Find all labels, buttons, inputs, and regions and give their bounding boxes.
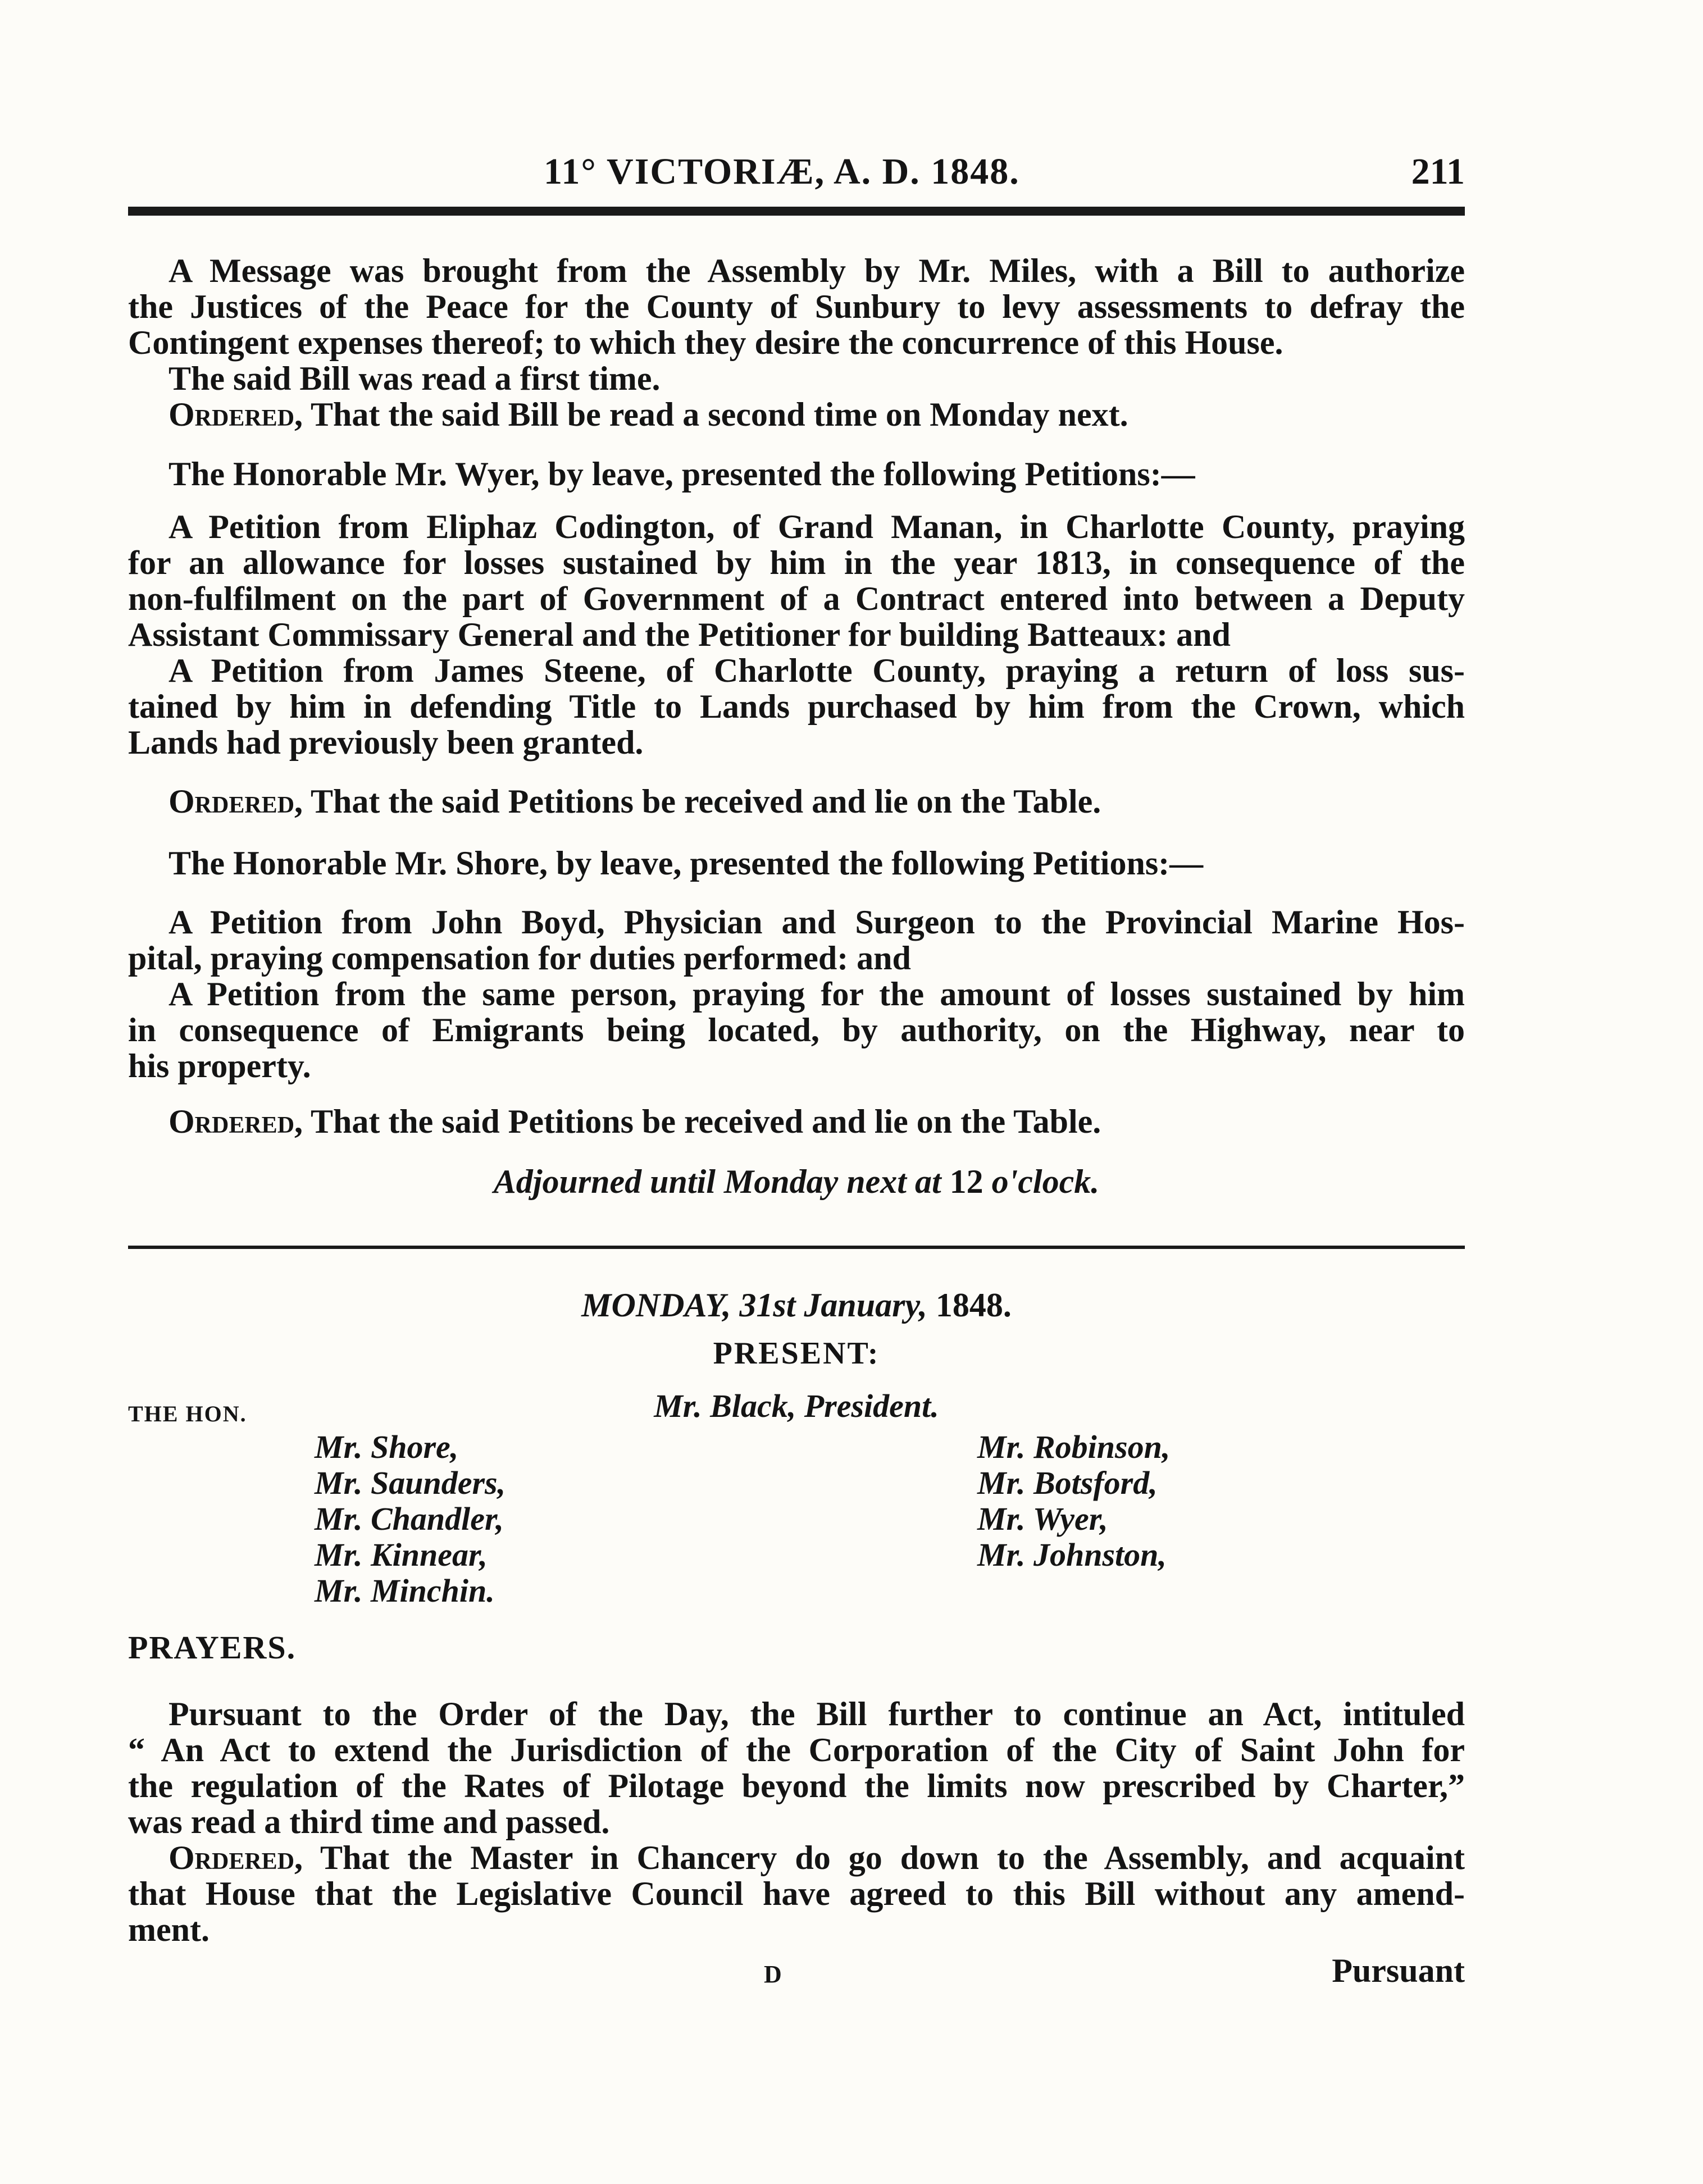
text-line: pital, praying compensation for duties performed: and: [128, 940, 911, 977]
member-name: Mr. Kinnear,: [315, 1536, 488, 1573]
text-line: non-fulfilment on the part of Government of a Contract entered into between a Deputy: [128, 580, 1465, 617]
date-day: MONDAY,: [581, 1287, 731, 1324]
member-name: Mr. Chandler,: [315, 1501, 504, 1537]
text-line: in consequence of Emigrants being located, by authority, on the Highway, near to: [128, 1011, 1465, 1048]
text-line: The Honorable Mr. Shore, by leave, presented the following Petitions:—: [169, 845, 1204, 882]
text-line: the regulation of the Rates of Pilotage beyond the limits now prescribed by Charter,”: [128, 1767, 1465, 1804]
ordered-text: That the said Petitions be received and lie on the Table.: [303, 783, 1101, 820]
members-left-column: [315, 1429, 506, 1609]
adjournment-line: [128, 1162, 1465, 1201]
the-hon-label: THE HON.: [128, 1401, 247, 1426]
member-name: Mr. Johnston,: [977, 1536, 1167, 1573]
member-name: Mr. Botsford,: [977, 1465, 1158, 1501]
member-name: Mr. Wyer,: [977, 1501, 1108, 1537]
ordered-petitions-2: [169, 1104, 1460, 1139]
text-line: was read a third time and passed.: [128, 1803, 610, 1840]
text-line: Contingent expenses thereof; to which they desire the concurrence of this House.: [128, 324, 1283, 361]
adjourned-clock: o'clock.: [991, 1163, 1100, 1200]
section-divider: [128, 1246, 1465, 1249]
first-reading-line: [169, 361, 1460, 396]
text-line: “ An Act to extend the Jurisdiction of the Corporation of the City of Saint John for: [128, 1731, 1465, 1768]
text-line: A Petition from Eliphaz Codington, of Grand Manan, in Charlotte County, praying: [169, 508, 1465, 545]
adjourned-text: Adjourned until Monday next at: [493, 1163, 941, 1200]
text-line: tained by him in defending Title to Lands purchased by him from the Crown, which: [128, 688, 1465, 725]
text-line: A Petition from John Boyd, Physician and Surgeon to the Provincial Marine Hos-: [169, 904, 1465, 941]
catchword: Pursuant: [1332, 1952, 1465, 1989]
ordered-label: Ordered,: [169, 396, 303, 433]
text-line: The Honorable Mr. Wyer, by leave, presented the following Petitions:—: [169, 455, 1195, 493]
pursuant-paragraph: [128, 1696, 1465, 1840]
adjourned-time: 12: [941, 1163, 992, 1200]
petition-boyd-2: [128, 976, 1465, 1084]
date-month: 31st January,: [731, 1287, 927, 1324]
members-right-column: [977, 1429, 1170, 1573]
text-line: Pursuant to the Order of the Day, the Bill further to continue an Act, intituled: [169, 1695, 1465, 1732]
member-name: Mr. Minchin.: [315, 1572, 495, 1609]
page-number: 211: [1411, 151, 1465, 192]
ordered-text: That the said Bill be read a second time on Monday next.: [303, 396, 1128, 433]
petition-steene: [128, 653, 1465, 760]
text-line: Lands had previously been granted.: [128, 724, 644, 761]
ordered-label: Ordered,: [169, 783, 303, 820]
header-rule: [128, 207, 1465, 216]
president-line: Mr. Black, President.: [654, 1388, 939, 1424]
text-line: that House that the Legislative Council have agreed to this Bill without any amend-: [128, 1875, 1465, 1912]
member-name: Mr. Saunders,: [315, 1465, 506, 1501]
text-line: Assistant Commissary General and the Petitioner for building Batteaux: and: [128, 616, 1231, 653]
present-heading: PRESENT:: [713, 1336, 880, 1371]
date-year: 1848.: [927, 1287, 1012, 1324]
prayers-heading: PRAYERS.: [128, 1629, 297, 1666]
text-line: A Petition from James Steene, of Charlotte County, praying a return of loss sus-: [169, 652, 1465, 689]
shore-intro: [169, 845, 1460, 881]
text-line: the Justices of the Peace for the County of Sunbury to levy assessments to defray the: [128, 288, 1465, 325]
petition-boyd-1: [128, 904, 1465, 976]
ordered-second-reading: [169, 396, 1460, 432]
text-line: A Message was brought from the Assembly by Mr. Miles, with a Bill to authorize: [169, 252, 1465, 289]
ordered-petitions-1: [169, 783, 1460, 819]
ordered-text: That the Master in Chancery do go down to the Assembly, and acquaint: [303, 1839, 1465, 1876]
member-name: Mr. Shore,: [315, 1429, 459, 1465]
ordered-label: Ordered,: [169, 1103, 303, 1140]
ordered-master-paragraph: [128, 1840, 1465, 1948]
header-title: 11° VICTORIÆ, A. D. 1848.: [544, 151, 1020, 192]
ordered-label: Ordered,: [169, 1839, 303, 1876]
text-line: ment.: [128, 1911, 210, 1948]
member-name: Mr. Robinson,: [977, 1429, 1171, 1465]
running-header: [128, 145, 1465, 195]
petition-codington: [128, 509, 1465, 653]
session-date: [128, 1286, 1465, 1325]
message-paragraph: [128, 253, 1465, 361]
text-line: The said Bill was read a first time.: [169, 360, 661, 397]
ordered-text: That the said Petitions be received and lie on the Table.: [303, 1103, 1101, 1140]
signature-mark: D: [764, 1960, 782, 1988]
text-line: for an allowance for losses sustained by him in the year 1813, in consequence of the: [128, 544, 1465, 581]
text-line: A Petition from the same person, praying for the amount of losses sustained by him: [169, 975, 1465, 1013]
text-line: his property.: [128, 1047, 311, 1084]
wyer-intro: [169, 456, 1460, 492]
